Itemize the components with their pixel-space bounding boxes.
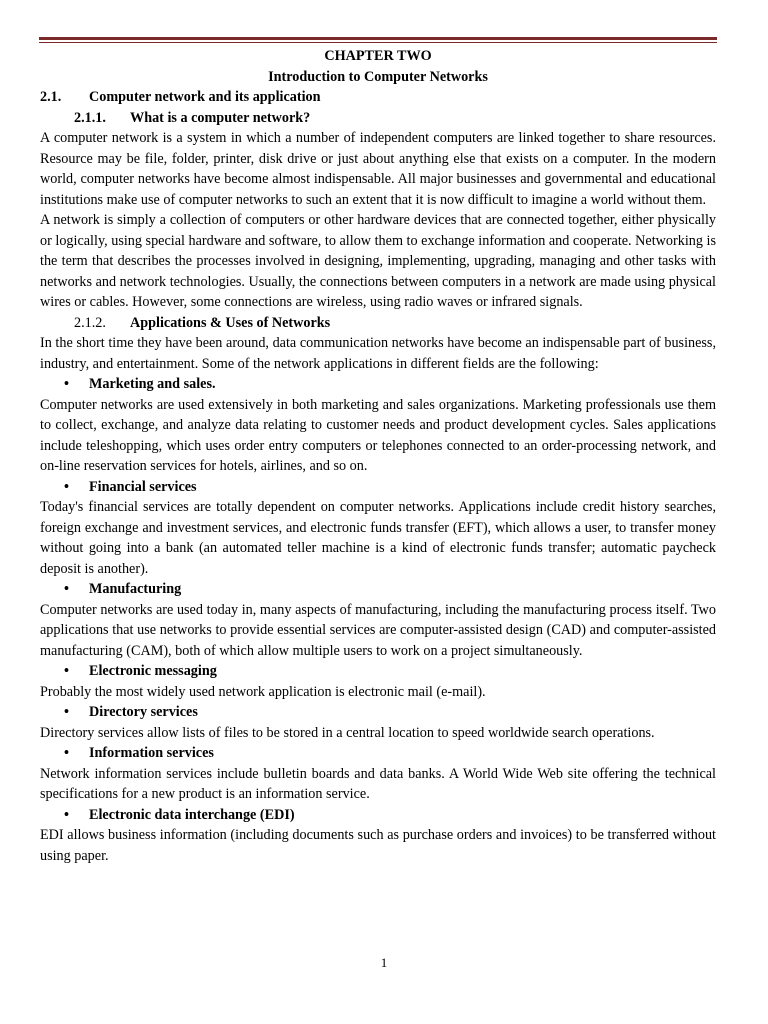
bullet-title: Directory services: [89, 704, 198, 720]
subsection-heading-1: [40, 108, 716, 129]
bullet-heading: [40, 702, 716, 723]
paragraph: In the short time they have been around, data communication networks have become an indispensable part of business, industry, and entertainment. Some of the network applications in different fields are the following:: [40, 335, 716, 372]
bullet-heading: [40, 743, 716, 764]
bullet-title: Electronic data interchange (EDI): [89, 806, 295, 823]
subsection-number: 2.1.1.: [74, 109, 106, 126]
bullet-title: Manufacturing: [89, 581, 182, 597]
section-title: Computer network and its application: [89, 89, 321, 105]
bullet-icon: •: [64, 704, 69, 720]
paragraph: A network is simply a collection of computers or other hardware devices that are connected together, either physically or logically, using special hardware and software, to allow them to exchange information and cooperate. Networking is the term that describes the processes involved in designing, implementing, upgrading, managing and other tasks with networks and network technologies. Usually, the connections between computers in a network are made using physical wires or cables. However, some connections are wireless, using radio waves or infrared signals.: [40, 212, 716, 310]
subsection-number: 2.1.2.: [74, 314, 106, 331]
subsection-heading-2: [40, 313, 716, 334]
page-number: 1: [380, 955, 388, 970]
bullet-heading: [40, 579, 716, 600]
bullet-icon: •: [64, 806, 69, 823]
header-rule-thick: [39, 37, 717, 40]
bullet-icon: •: [64, 745, 69, 761]
bullet-text: Computer networks are used extensively in both marketing and sales organizations. Marketing professionals use them to collect, exchange, and analyze data relating to customer needs and product development cycles. Sales applications include teleshopping, which uses order entry computers or telephones connected to an order-processing network, and on-line reservation services for hotels, airlines, and so on.: [40, 396, 716, 474]
bullet-heading: [40, 374, 716, 395]
chapter-label: CHAPTER TWO: [324, 48, 432, 64]
bullet-heading: [40, 661, 716, 682]
bullet-icon: •: [64, 478, 69, 495]
document-body: [40, 46, 716, 866]
section-number: 2.1.: [40, 89, 62, 105]
bullet-title: Financial services: [89, 478, 197, 495]
section-heading: [40, 87, 716, 108]
bullet-text: EDI allows business information (including documents such as purchase orders and invoices) to be transferred without using paper.: [40, 827, 716, 864]
bullet-icon: •: [64, 376, 69, 392]
bullet-text: Today's financial services are totally dependent on computer networks. Applications include credit history searches, foreign exchange and investment services, and electronic funds transfer (EFT), which allows a user, to transfer money without going into a bank (an automated teller machine is a kind of electronic funds transfer; automatic paycheck deposit is another).: [40, 499, 716, 577]
header-rule-thin: [39, 42, 717, 43]
bullet-icon: •: [64, 663, 69, 679]
bullet-text: Probably the most widely used network application is electronic mail (e-mail).: [40, 683, 486, 700]
bullet-heading: [40, 805, 716, 826]
paragraph: A computer network is a system in which a number of independent computers are linked together to share resources. Resource may be file, folder, printer, disk drive or just about anything else that exists on a computer. In the modern world, computer networks have become almost indispensable. All major businesses and governmental and educational institutions make use of computer networks to such an extent that it is now difficult to imagine a world without them.: [40, 130, 716, 208]
bullet-text: Network information services include bulletin boards and data banks. A World Wide Web site offering the technical specifications for a new product is an information service.: [40, 765, 716, 802]
chapter-title: Introduction to Computer Networks: [268, 68, 488, 85]
bullet-title: Electronic messaging: [89, 663, 217, 679]
subsection-title: Applications & Uses of Networks: [130, 314, 331, 331]
bullet-title: Marketing and sales.: [89, 376, 216, 392]
bullet-text: Computer networks are used today in, many aspects of manufacturing, including the manufacturing process itself. Two applications that use networks to provide essential services are computer-assisted design (CAD) and computer-assisted manufacturing (CAM), both of which allow multiple users to work on a project simultaneously.: [40, 601, 716, 659]
bullet-text: Directory services allow lists of files to be stored in a central location to speed worldwide search operations.: [40, 724, 655, 741]
bullet-icon: •: [64, 581, 69, 597]
bullet-title: Information services: [89, 745, 214, 761]
bullet-heading: [40, 477, 716, 498]
subsection-title: What is a computer network?: [130, 109, 311, 126]
